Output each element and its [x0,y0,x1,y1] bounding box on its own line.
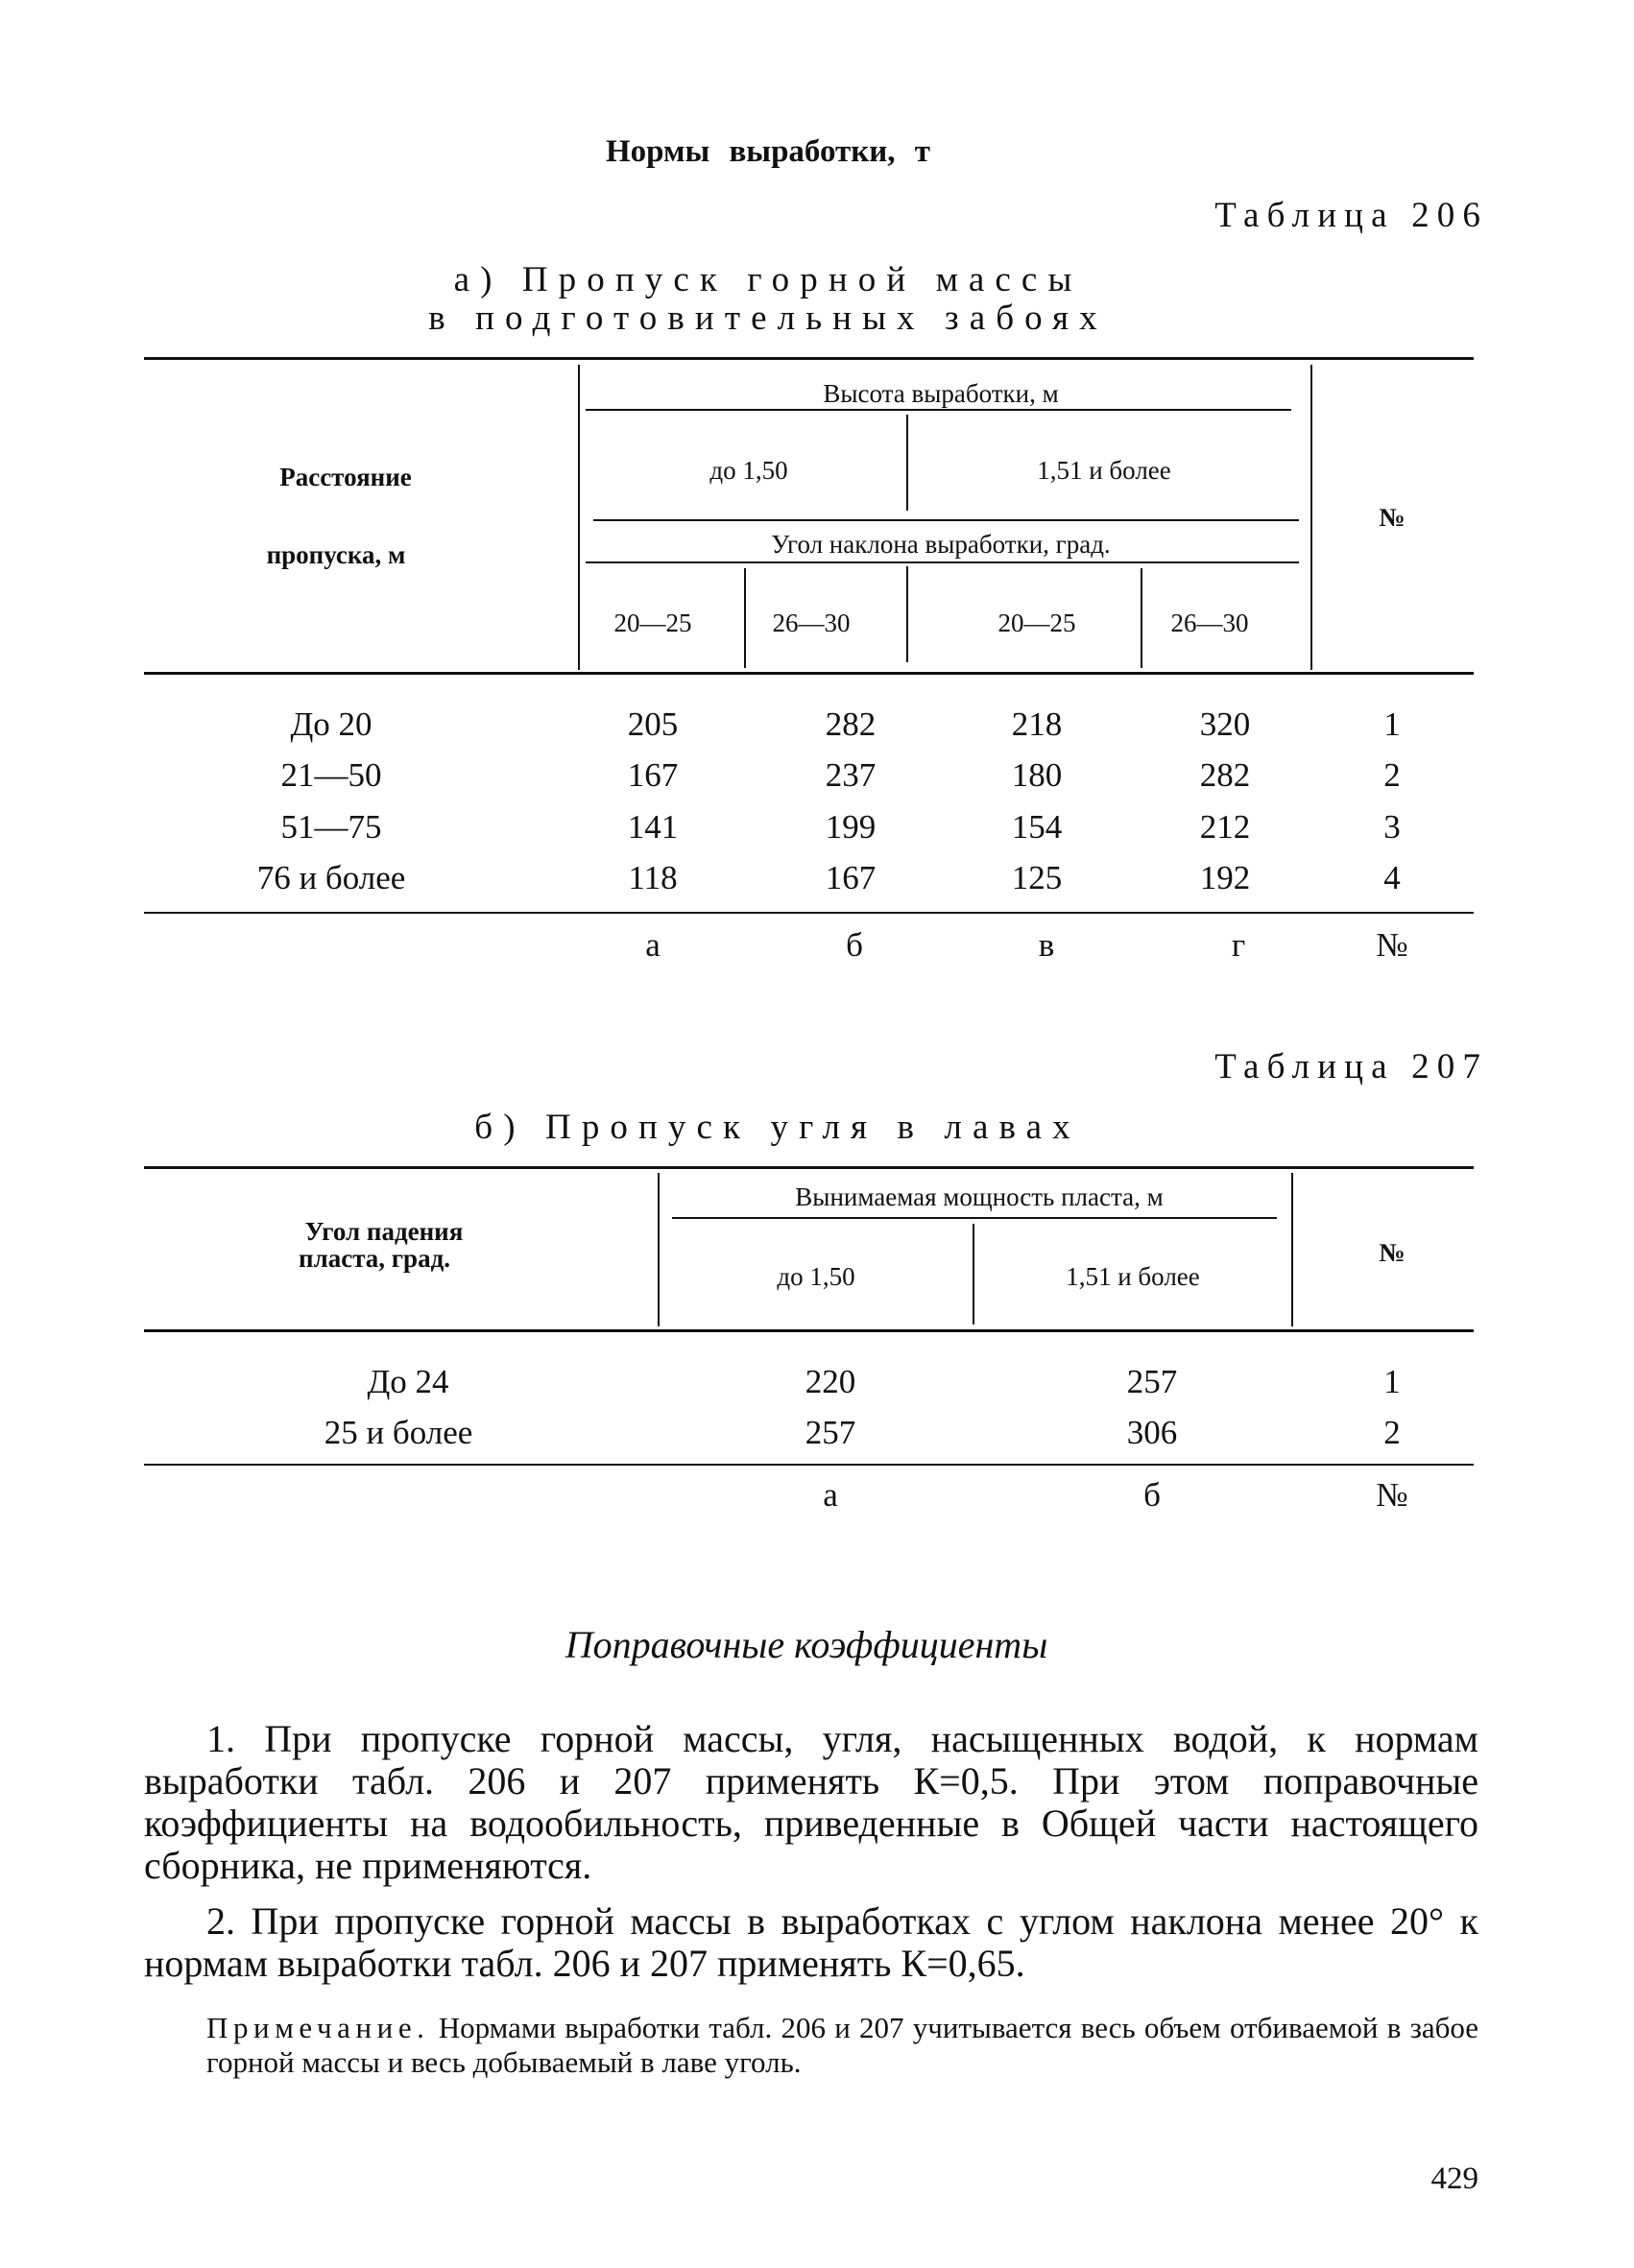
t207-body-bottom-rule [144,1464,1474,1466]
table-207-caption: б) Пропуск угля в лавах [474,1108,1081,1147]
t206-mid-rule-2 [586,561,1299,563]
t206-vline-mid [906,415,908,511]
table-206-caption-2: в подготовительных забоях [428,298,1108,338]
t206-header-bottom-rule [144,672,1474,675]
t206-cell-no: 1 [1383,705,1401,743]
t206-cell-v: 180 [1011,756,1063,794]
t206-cell-no: 3 [1383,808,1401,846]
corrections-title: Поправочные коэффициенты [565,1623,1048,1666]
t207-col-no: № [1379,1238,1406,1267]
table-206-caption-1: а) Пропуск горной массы [453,260,1083,299]
t207-cell-no: 1 [1383,1363,1401,1400]
t206-col-distance-2: пропуска, м [266,540,406,569]
t206-cell-v: 125 [1011,859,1063,896]
t206-cell-b: 199 [825,808,877,846]
corrections-item-1: 1. При пропуске горной массы, угля, насыщенных водой, к нормам выработки табл. 206 и 207 применять К=0,5. При этом поправочные коэффициенты на водообильность, приведенные в Общей части настоящего сборника, не применяются. [144,1717,1478,1887]
table-207-label: Таблица 207 [1214,1047,1488,1086]
t206-cell-g: 282 [1199,756,1251,794]
t207-thickness-rule [672,1217,1277,1219]
t206-angle-col-a: 20—25 [613,609,692,637]
t207-vline-mid [973,1224,974,1325]
t206-vline-angle-1 [744,568,746,668]
t207-cell-b: 257 [1126,1363,1178,1400]
t206-footer-no: № [1376,926,1408,964]
t206-col-height: Высота выработки, м [823,379,1059,408]
t207-cell-no: 2 [1383,1414,1401,1451]
t206-mid-rule-1 [593,519,1299,521]
t207-cell-b: 306 [1126,1414,1178,1451]
t206-cell-no: 2 [1383,756,1401,794]
t206-vline-angle-2 [1141,568,1142,668]
t207-footer-no: № [1376,1476,1408,1514]
t206-cell-a: 141 [627,808,679,846]
note [206,2011,1478,2080]
t206-vline-1 [578,365,580,670]
corrections-item-2: 2. При пропуске горной массы в выработках с углом наклона менее 20° к нормам выработки табл. 206 и 207 применять К=0,65. [144,1899,1478,1985]
t206-row-label: 21—50 [280,756,382,794]
t207-vline-1 [658,1173,660,1326]
t206-cell-a: 167 [627,756,679,794]
t207-row-label: До 24 [367,1363,449,1400]
t207-col-thickness-low: до 1,50 [777,1262,855,1291]
t206-cell-b: 237 [825,756,877,794]
t206-angle-col-b: 26—30 [772,609,851,637]
t206-angle-col-v: 20—25 [997,609,1076,637]
t206-vline-mid-2 [906,566,908,662]
t207-vline-2 [1291,1173,1293,1326]
t206-height-rule [586,409,1291,411]
t206-col-angle: Угол наклона выработки, град. [771,530,1111,559]
t206-col-height-low: до 1,50 [709,456,788,485]
t207-col-thickness: Вынимаемая мощность пласта, м [795,1182,1164,1211]
t206-cell-b: 282 [825,705,877,743]
t207-footer-b: б [1143,1476,1161,1514]
t207-header-bottom-rule [144,1329,1474,1332]
t206-body-bottom-rule [144,912,1474,914]
t206-cell-g: 320 [1199,705,1251,743]
t206-cell-g: 192 [1199,859,1251,896]
t206-col-no: № [1379,503,1406,532]
t206-angle-col-g: 26—30 [1170,609,1249,637]
page-heading: Нормы выработки, т [605,134,931,169]
page-number: 429 [1430,2161,1478,2196]
t207-top-rule [144,1166,1474,1169]
note-text: Нормами выработки табл. 206 и 207 учитывается весь объем отбиваемой в забое горной массы и весь добываемый в лаве уголь. [206,2011,1479,2079]
t207-row-label: 25 и более [324,1414,473,1451]
t206-col-height-high: 1,51 и более [1037,456,1171,485]
t206-vline-2 [1310,365,1312,670]
t206-cell-v: 218 [1011,705,1063,743]
t207-col-angle-1: Угол падения [304,1217,464,1246]
note-label: Примечание. [206,2011,430,2044]
t207-cell-a: 257 [805,1414,856,1451]
t207-col-thickness-high: 1,51 и более [1066,1262,1200,1291]
t206-cell-a: 205 [627,705,679,743]
t206-row-label: 51—75 [280,808,382,846]
t206-footer-a: а [645,926,661,964]
t206-row-label: 76 и более [256,859,406,896]
t206-row-label: До 20 [290,705,372,743]
t206-cell-no: 4 [1383,859,1401,896]
t207-footer-a: а [823,1476,838,1514]
t206-cell-v: 154 [1011,808,1063,846]
t206-footer-v: в [1038,926,1055,964]
t206-footer-b: б [846,926,863,964]
t206-col-distance-1: Расстояние [279,463,412,491]
t206-cell-a: 118 [628,859,678,896]
t206-footer-g: г [1231,926,1246,964]
t207-cell-a: 220 [805,1363,856,1400]
t206-top-rule [144,357,1474,360]
table-206-label: Таблица 206 [1214,196,1488,235]
t206-cell-g: 212 [1199,808,1251,846]
t206-cell-b: 167 [825,859,877,896]
t207-col-angle-2: пласта, град. [299,1244,450,1273]
